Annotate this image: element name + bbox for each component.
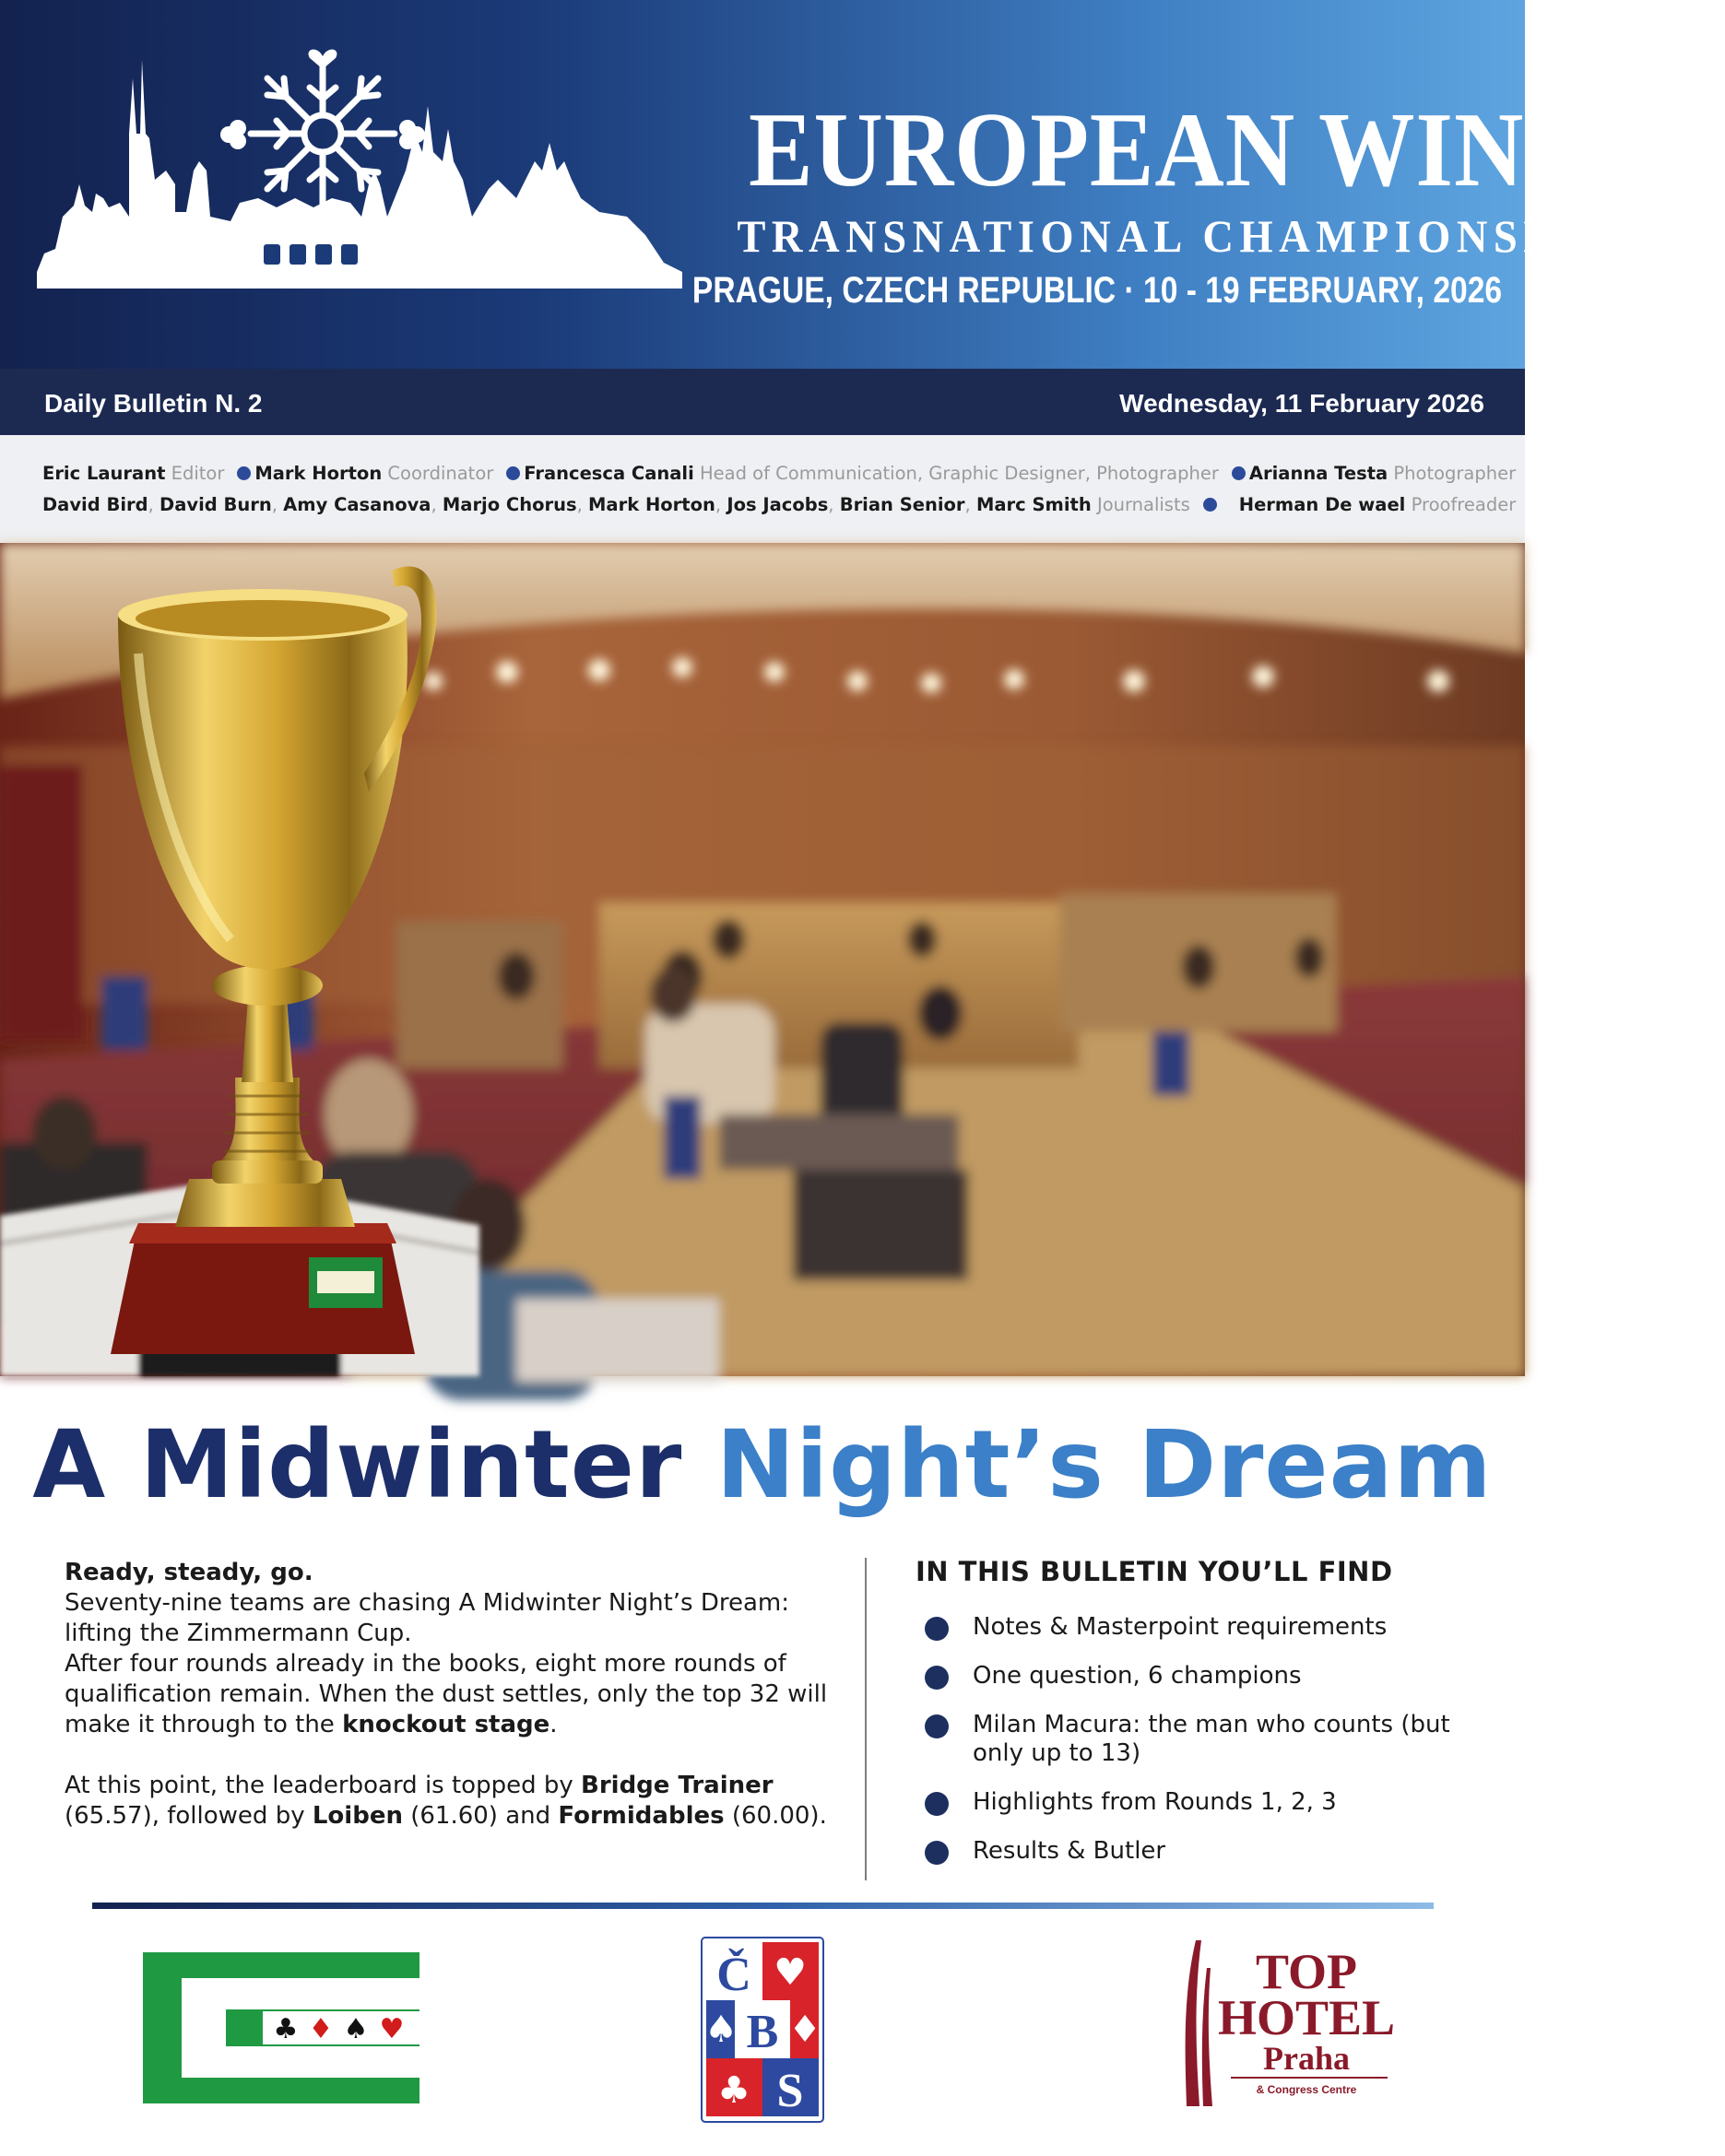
paragraph-gap: [65, 1740, 857, 1771]
journalists-role: Journalists: [1096, 494, 1190, 515]
bullet-icon: [925, 1617, 949, 1641]
team-score: (61.60) and: [402, 1802, 559, 1830]
contents-item-label: One question, 6 champions: [973, 1662, 1302, 1690]
svg-text:♣: ♣: [717, 2069, 750, 2112]
journalist-name: Amy Casanova: [283, 494, 431, 515]
svg-text:♠: ♠: [343, 2013, 369, 2045]
article-paragraph-1: Seventy-nine teams are chasing A Midwinter Night’s Dream: lifting the Zimmermann Cup.: [65, 1589, 790, 1647]
title-place: [691, 270, 1503, 312]
cbs-letter-b: B: [746, 2006, 779, 2058]
title-place-text: PRAGUE, CZECH REPUBLIC · 10 - 19 FEBRUARY, 2026: [691, 270, 1503, 311]
top-hotel-line-2: HOTEL: [1217, 1990, 1396, 2045]
prague-skyline-snowflake-logo: [37, 23, 682, 300]
svg-text:♦: ♦: [308, 2013, 334, 2045]
contents-item[interactable]: [916, 1837, 1487, 1866]
title-sub: TRANSNATIONAL CHAMPIONSHIPS: [737, 210, 1648, 262]
bullet-icon: [925, 1666, 949, 1690]
journalist-name: Marc Smith: [975, 494, 1092, 515]
team-name: Bridge Trainer: [581, 1772, 774, 1799]
credit-name: Eric Laurant: [42, 463, 166, 484]
journalist-name: David Bird: [42, 494, 148, 515]
contents-item[interactable]: [916, 1711, 1487, 1768]
headline-part-2: Night’s Dream: [715, 1410, 1493, 1520]
team-name: Loiben: [312, 1802, 403, 1830]
article-p2-end: .: [549, 1711, 558, 1738]
credits-line-2: David Bird, David Burn, Amy Casanova, Marjo Chorus, Mark Horton, Jos Jacobs, Brian Senior, Marc Smith Journalists Herman De wael Proofreader: [42, 494, 1517, 515]
article-p2-start: After four rounds already in the books, eight more rounds of qualification remain. When the dust settles, only the top 32 will make it through to the: [65, 1650, 828, 1738]
hero-photo-trophy-playing-hall: [0, 543, 1525, 1376]
proofreader-role: Proofreader: [1411, 494, 1517, 515]
credit-name: Arianna Testa: [1248, 463, 1388, 484]
footer-rule: [92, 1903, 1434, 1909]
top-hotel-line-3: Praha: [1263, 2040, 1350, 2077]
svg-text:♣: ♣: [273, 2013, 299, 2045]
column-divider: [865, 1558, 867, 1880]
czech-bridge-federation-logo: [701, 1937, 824, 2123]
cbs-letter-c: Č: [716, 1949, 751, 2001]
journalist-name: David Burn: [160, 494, 272, 515]
lead-article: [65, 1558, 857, 1832]
bulletin-contents: [916, 1556, 1487, 1886]
credits-line-1: [42, 463, 1516, 484]
championship-title: [691, 91, 1725, 312]
main-headline: [0, 1410, 1525, 1520]
european-bridge-league-logo: [143, 1952, 419, 2103]
credit-role: Head of Communication, Graphic Designer, Photographer: [700, 463, 1219, 484]
article-p3-start: At this point, the leaderboard is topped by: [65, 1772, 582, 1799]
bullet-dot: [237, 466, 251, 480]
team-score: (60.00).: [724, 1802, 827, 1830]
article-paragraph-3: [65, 1771, 857, 1832]
bulletin-date: Wednesday, 11 February 2026: [1119, 389, 1484, 418]
credit-role: Photographer: [1393, 463, 1517, 484]
masthead: [0, 0, 1725, 369]
title-main: EUROPEAN WINTER: [749, 91, 1725, 209]
bullet-icon: [925, 1792, 949, 1816]
journalist-name: Brian Senior: [839, 494, 965, 515]
contents-item-label: Results & Butler: [973, 1837, 1166, 1865]
journalist-name: Mark Horton: [588, 494, 715, 515]
bullet-dot: [506, 466, 520, 480]
article-kicker: Ready, steady, go.: [65, 1559, 313, 1586]
credit-role: Editor: [171, 463, 225, 484]
proofreader-name: Herman De wael: [1238, 494, 1406, 515]
credit-role: Coordinator: [387, 463, 494, 484]
bullet-icon: [925, 1714, 949, 1738]
contents-item[interactable]: [916, 1613, 1487, 1642]
hero-photo-illustration: [0, 543, 1525, 1376]
bullet-icon: [925, 1841, 949, 1865]
top-hotel-praha-logo: [1176, 1922, 1415, 2125]
contents-heading: IN THIS BULLETIN YOU’LL FIND: [916, 1556, 1393, 1587]
contents-item[interactable]: [916, 1788, 1487, 1817]
contents-item-label: Notes & Masterpoint requirements: [973, 1613, 1388, 1641]
svg-text:♦: ♦: [788, 2009, 821, 2051]
top-hotel-line-1: TOP: [1255, 1944, 1358, 1999]
svg-text:♥: ♥: [379, 2013, 405, 2045]
article-p2-bold: knockout stage: [342, 1711, 550, 1738]
svg-text:♥: ♥: [774, 1951, 807, 1994]
credit-name: Francesca Canali: [524, 463, 694, 484]
bulletin-bar: [0, 369, 1525, 435]
staff-credits: [0, 435, 1525, 543]
team-score: (65.57), followed by: [65, 1802, 313, 1830]
bullet-dot: [1232, 466, 1246, 480]
svg-text:♠: ♠: [704, 2009, 738, 2051]
contents-item[interactable]: [916, 1662, 1487, 1691]
top-hotel-line-4: & Congress Centre: [1256, 2083, 1357, 2096]
cbs-letter-s: S: [776, 2065, 804, 2117]
journalist-name: Marjo Chorus: [442, 494, 577, 515]
contents-item-label: Milan Macura: the man who counts (but only up to 13): [973, 1711, 1450, 1767]
bullet-dot: [1203, 498, 1217, 512]
team-name: Formidables: [558, 1802, 725, 1830]
journalist-name: Jos Jacobs: [727, 494, 829, 515]
headline-part-1: A Midwinter: [32, 1410, 716, 1520]
article-paragraph-2: [65, 1649, 857, 1740]
bulletin-issue: Daily Bulletin N. 2: [44, 389, 263, 418]
credit-name: Mark Horton: [254, 463, 383, 484]
contents-item-label: Highlights from Rounds 1, 2, 3: [973, 1788, 1337, 1816]
